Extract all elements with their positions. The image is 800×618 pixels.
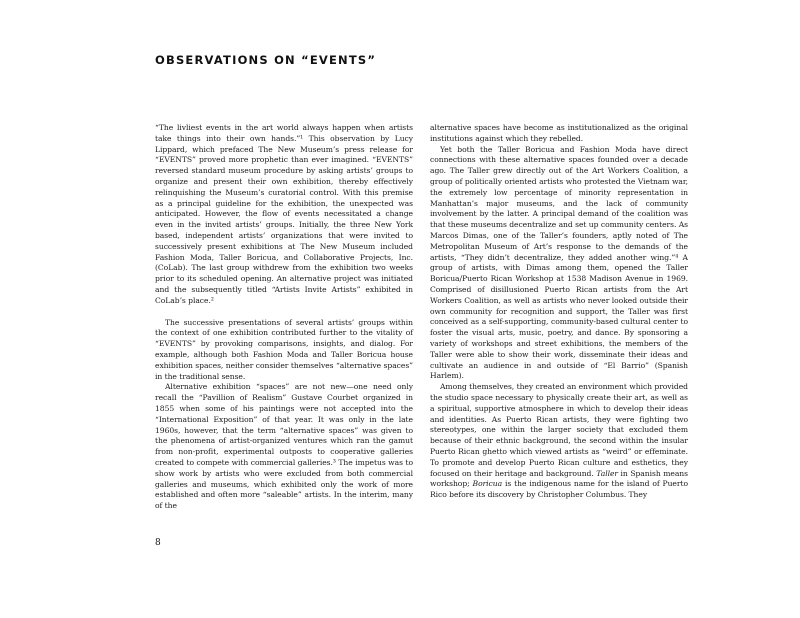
italic-term-taller: Taller [596, 468, 618, 478]
paragraph-text: is the indigenous name for the island of Puerto Rico before its discovery by Christopher Columbus. They [430, 479, 688, 500]
left-column [155, 123, 413, 512]
paragraph-text: in Spanish means workshop; [430, 468, 688, 489]
right-column [430, 123, 688, 501]
paragraph: alternative spaces have become as institutionalized as the original institutions against which they rebelled. [430, 123, 688, 143]
section-heading: OBSERVATIONS ON “EVENTS” [155, 53, 377, 67]
paragraph-text: Among themselves, they created an environment which provided the studio space necessary to physically create their art, as well as a spiritual, supportive atmosphere in which to develop their ideas and identities. As Puerto Rican artists, they were fighting two stereotypes, one within the larger society that excluded them because of their ethnic background, the second within the insular Puerto Rican ghetto which viewed artists as “weird” or effeminate. To promote and develop Puerto Rican culture and esthetics, they focused on their heritage and background. [430, 382, 688, 478]
paragraph: Alternative exhibition “spaces” are not new—one need only recall the “Pavillion of Realism” Gustave Courbet organized in 1855 when some of his paintings were not accepted into the “International Exposition” of that year. It was only in the late 1960s, however, that the term “alternative spaces” was given to the phenomena of artist-organized ventures which ran the gamut from non-profit, experimental outposts to cooperative galleries created to compete with commercial galleries.³ The impetus was to show work by artists who were excluded from both commercial galleries and museums, which exhibited only the work of more established and often more “saleable” artists. In the interim, many of the [155, 382, 413, 511]
paragraph: Yet both the Taller Boricua and Fashion Moda have direct connections with these alternative spaces founded over a decade ago. The Taller grew directly out of the Art Workers Coalition, a group of politically oriented artists who protested the Vietnam war, the extremely low percentage of minority representation in Manhattan’s major museums, and the lack of community involvement by the latter. A principal demand of the coalition was that these museums decentralize and set up community centers. As Marcos Dimas, one of the Taller’s founders, aptly noted of The Metropolitan Museum of Art’s response to the demands of the artists, “They didn’t decentralize, they added another wing.”⁴ A group of artists, with Dimas among them, opened the Taller Boricua/Puerto Rican Workshop at 1538 Madison Avenue in 1969. Comprised of disillusioned Puerto Rican artists from the Art Workers Coalition, as well as artists who never looked outside their own community for recognition and support, the Taller was first conceived as a self-supporting, community-based cultural center to foster the visual arts, music, poetry, and dance. By sponsoring a variety of workshops and street exhibitions, the members of the Taller were able to show their work, disseminate their ideas and cultivate an audience in and outside of “El Barrio” (Spanish Harlem). [430, 144, 688, 381]
paragraph: “The livliest events in the art world always happen when artists take things into their own hands.”¹ This observation by Lucy Lippard, which prefaced The New Museum’s press release for “EVENTS” proved more prophetic than ever imagined. “EVENTS” reversed standard museum procedure by asking artists’ groups to organize and present their own exhibition, thereby effectively relinquishing the Museum’s curatorial control. With this premise as a principal guideline for the exhibition, the unexpected was anticipated. However, the flow of events necessitated a change even in the invited artists’ groups. Initially, the three New York based, independent artists’ organizations that were invited to successively present exhibitions at The New Museum included Fashion Moda, Taller Boricua, and Collaborative Projects, Inc. (CoLab). The last group withdrew from the exhibition two weeks prior to its scheduled opening. An alternative project was initiated and the subsequently titled “Artists Invite Artists” exhibited in CoLab’s place.² [155, 123, 413, 305]
italic-term-boricua: Boricua [472, 479, 503, 489]
page-number: 8 [155, 538, 161, 548]
paragraph: The successive presentations of several artists’ groups within the context of one exhibition contributed further to the vitality of “EVENTS” by provoking comparisons, insights, and dialog. For example, although both Fashion Moda and Taller Boricua house exhibition spaces, neither consider themselves “alternative spaces” in the traditional sense. [155, 317, 413, 381]
paragraph [430, 382, 688, 501]
